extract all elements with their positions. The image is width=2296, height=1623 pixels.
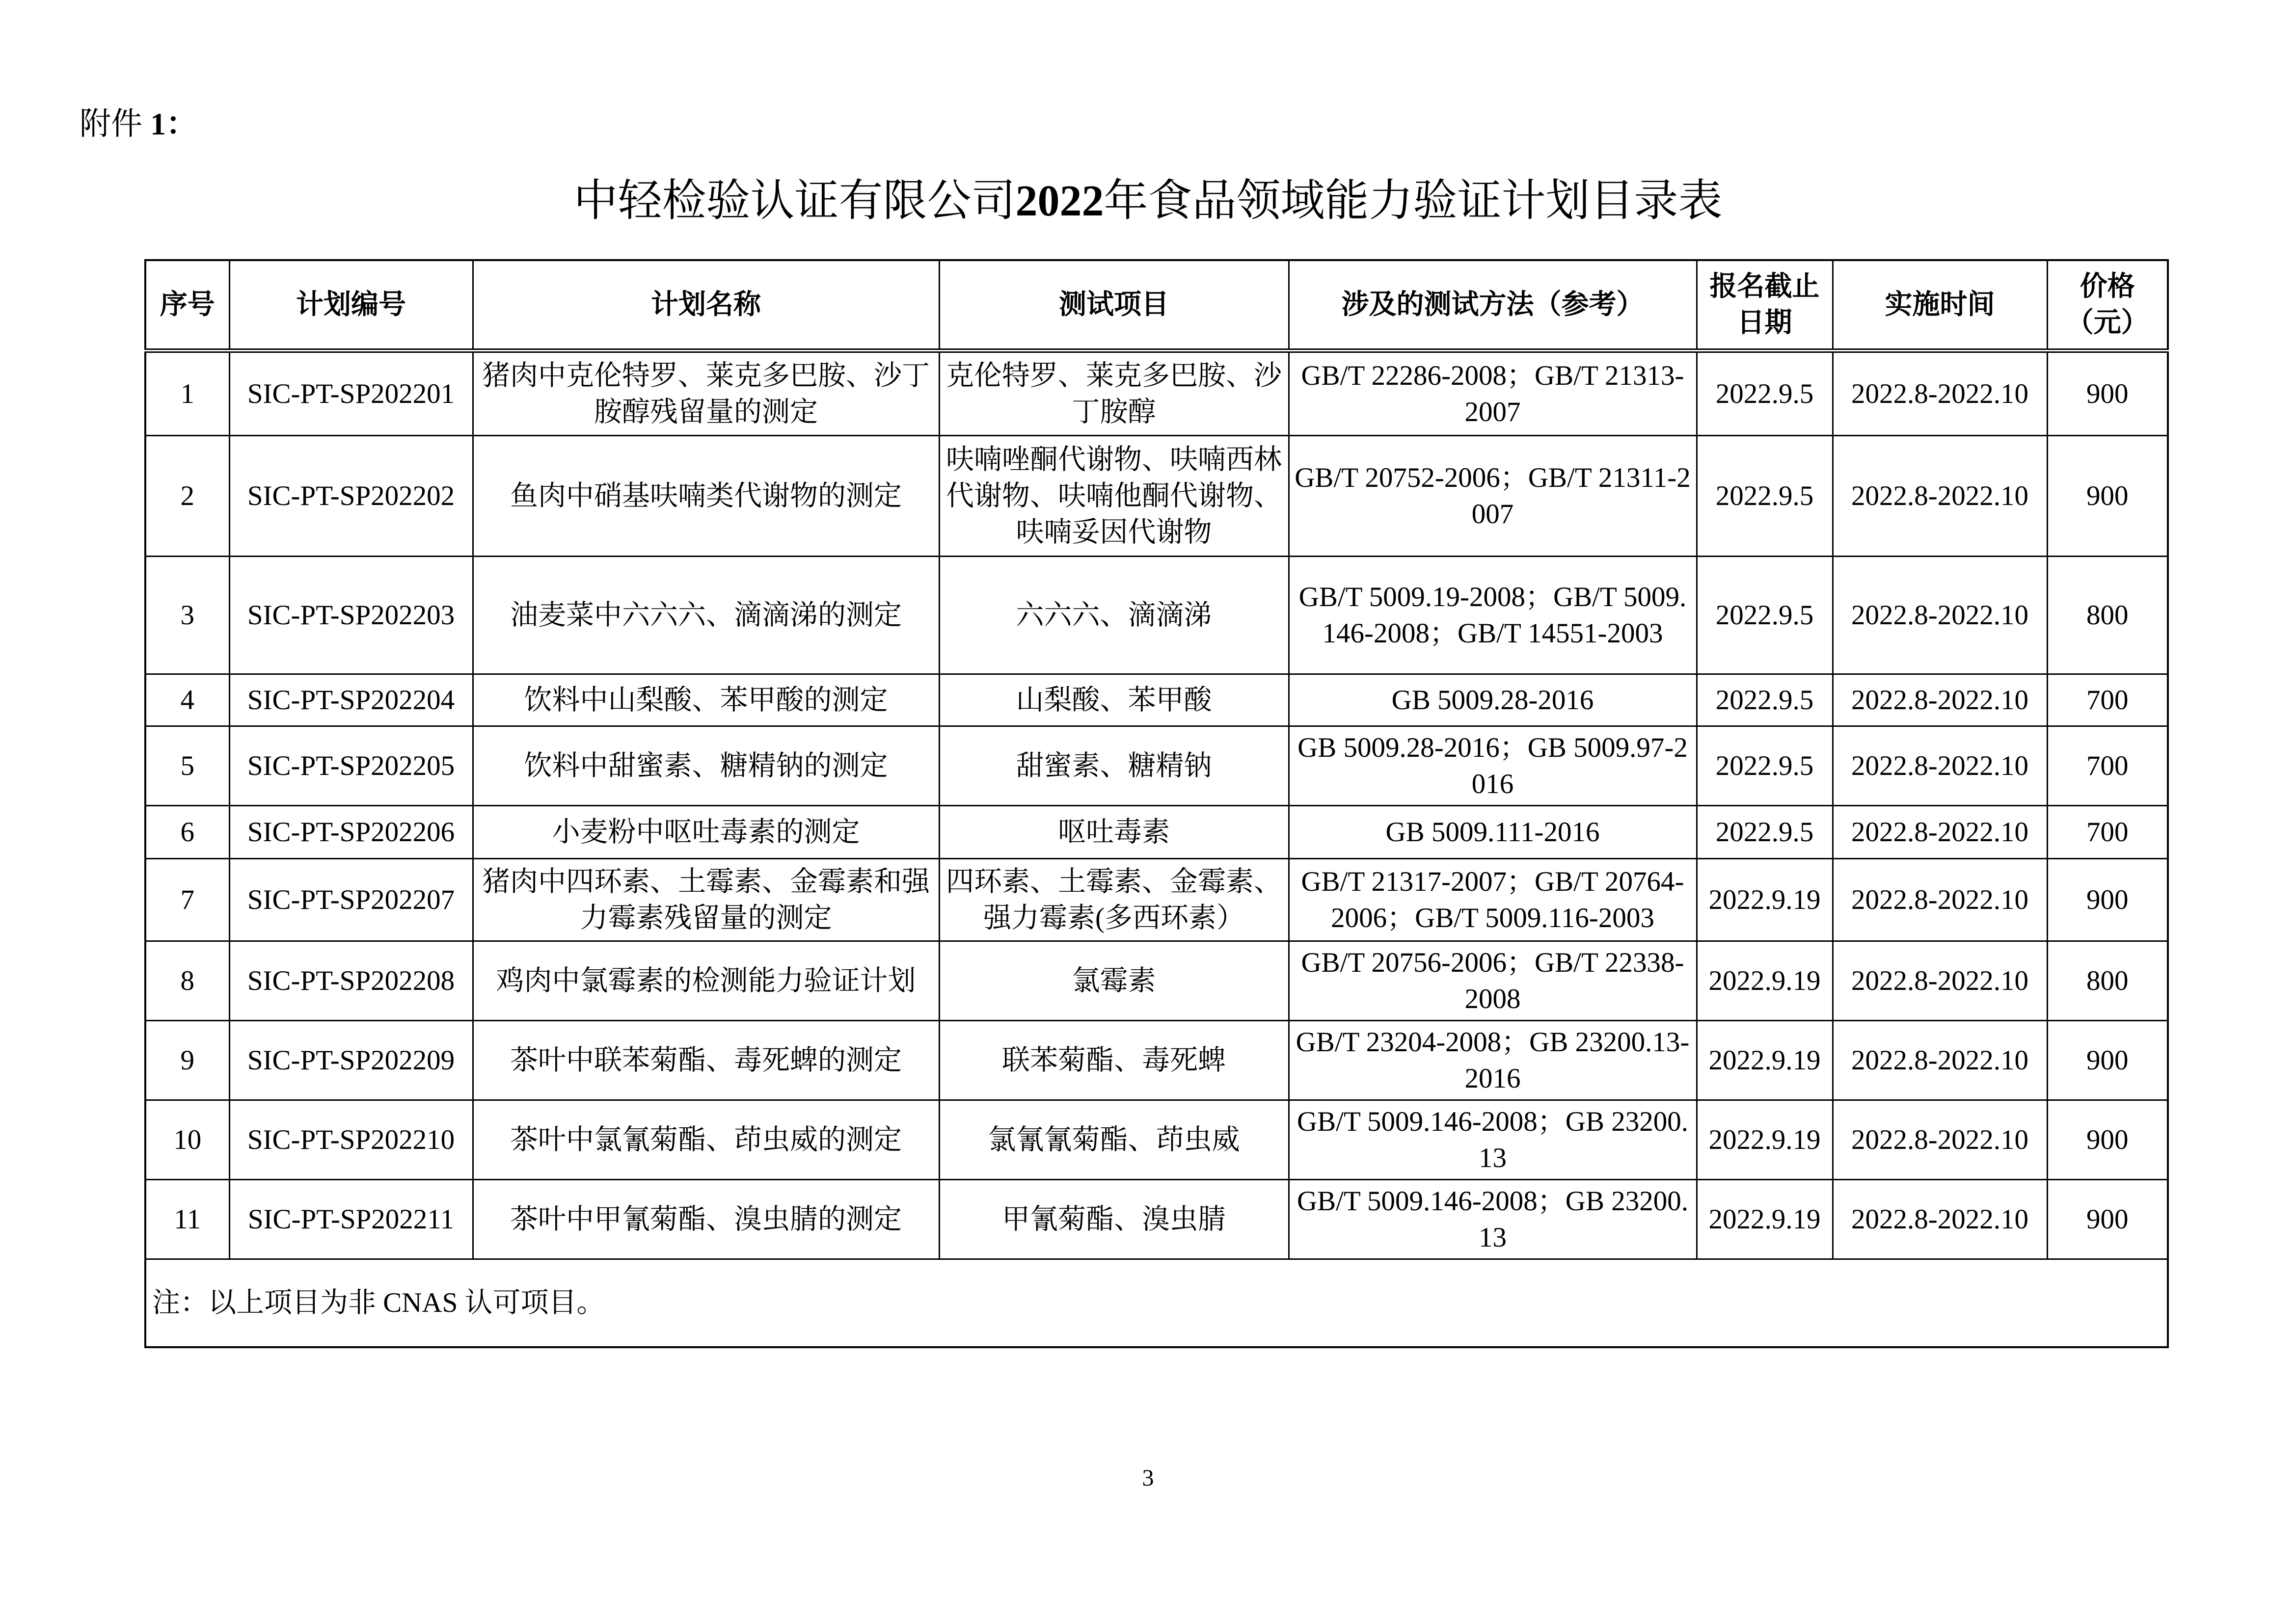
cell-plan-name: 茶叶中氯氰菊酯、茚虫威的测定 [473, 1100, 939, 1180]
cell-price: 900 [2047, 436, 2168, 557]
header-deadline-line2: 日期 [1737, 307, 1792, 339]
cell-price: 900 [2047, 1021, 2168, 1100]
cell-plan-no: SIC-PT-SP202210 [229, 1100, 473, 1180]
cell-price: 800 [2047, 941, 2168, 1021]
plan-table [144, 259, 2169, 1348]
table-row [145, 1180, 2168, 1259]
cell-plan-no: SIC-PT-SP202203 [229, 557, 473, 674]
cell-test-items: 呕吐毒素 [939, 806, 1289, 859]
cell-plan-name: 猪肉中克伦特罗、莱克多巴胺、沙丁胺醇残留量的测定 [473, 351, 939, 436]
cell-test-items: 克伦特罗、莱克多巴胺、沙丁胺醇 [939, 351, 1289, 436]
cell-plan-no: SIC-PT-SP202207 [229, 859, 473, 941]
cell-plan-name: 小麦粉中呕吐毒素的测定 [473, 806, 939, 859]
note-row [145, 1259, 2168, 1348]
cell-price: 700 [2047, 674, 2168, 726]
plan-table-container [144, 259, 2167, 1348]
cell-plan-name: 茶叶中甲氰菊酯、溴虫腈的测定 [473, 1180, 939, 1259]
cell-seq: 8 [145, 941, 229, 1021]
cell-seq: 1 [145, 351, 229, 436]
cell-plan-no: SIC-PT-SP202206 [229, 806, 473, 859]
cell-deadline: 2022.9.19 [1697, 1100, 1833, 1180]
cell-deadline: 2022.9.19 [1697, 941, 1833, 1021]
cell-deadline: 2022.9.19 [1697, 1180, 1833, 1259]
document-title [0, 172, 2296, 231]
cell-test-items: 六六六、滴滴涕 [939, 557, 1289, 674]
cell-methods: GB 5009.111-2016 [1289, 806, 1697, 859]
cell-test-items: 联苯菊酯、毒死蜱 [939, 1021, 1289, 1100]
cell-plan-name: 饮料中甜蜜素、糖精钠的测定 [473, 726, 939, 806]
cell-period: 2022.8-2022.10 [1833, 726, 2047, 806]
cell-plan-name: 鱼肉中硝基呋喃类代谢物的测定 [473, 436, 939, 557]
table-note: 注：以上项目为非 CNAS 认可项目。 [145, 1259, 2168, 1348]
header-price-line1: 价格 [2080, 270, 2135, 302]
cell-seq: 10 [145, 1100, 229, 1180]
cell-test-items: 氯霉素 [939, 941, 1289, 1021]
cell-price: 800 [2047, 557, 2168, 674]
page-number: 3 [1142, 1465, 1154, 1491]
cell-period: 2022.8-2022.10 [1833, 806, 2047, 859]
table-row [145, 1100, 2168, 1180]
cell-deadline: 2022.9.5 [1697, 806, 1833, 859]
cell-period: 2022.8-2022.10 [1833, 941, 2047, 1021]
cell-price: 900 [2047, 1180, 2168, 1259]
cell-deadline: 2022.9.19 [1697, 1021, 1833, 1100]
cell-plan-name: 油麦菜中六六六、滴滴涕的测定 [473, 557, 939, 674]
cell-period: 2022.8-2022.10 [1833, 1021, 2047, 1100]
cell-seq: 3 [145, 557, 229, 674]
cell-test-items: 呋喃唑酮代谢物、呋喃西林代谢物、呋喃他酮代谢物、呋喃妥因代谢物 [939, 436, 1289, 557]
table-row [145, 726, 2168, 806]
cell-period: 2022.8-2022.10 [1833, 436, 2047, 557]
cell-price: 900 [2047, 1100, 2168, 1180]
header-price-line2: （元） [2066, 307, 2149, 339]
cell-seq: 7 [145, 859, 229, 941]
cell-plan-no: SIC-PT-SP202211 [229, 1180, 473, 1259]
cell-deadline: 2022.9.5 [1697, 351, 1833, 436]
cell-period: 2022.8-2022.10 [1833, 1100, 2047, 1180]
cell-plan-name: 猪肉中四环素、土霉素、金霉素和强力霉素残留量的测定 [473, 859, 939, 941]
table-row [145, 1021, 2168, 1100]
cell-price: 700 [2047, 806, 2168, 859]
cell-methods: GB/T 21317-2007；GB/T 20764-2006；GB/T 5009.116-2003 [1289, 859, 1697, 941]
cell-price: 900 [2047, 859, 2168, 941]
title-year: 2022 [1015, 177, 1104, 225]
header-seq: 序号 [145, 260, 229, 351]
cell-period: 2022.8-2022.10 [1833, 351, 2047, 436]
cell-deadline: 2022.9.19 [1697, 859, 1833, 941]
cell-methods: GB 5009.28-2016 [1289, 674, 1697, 726]
cell-methods: GB 5009.28-2016；GB 5009.97-2016 [1289, 726, 1697, 806]
cell-deadline: 2022.9.5 [1697, 674, 1833, 726]
cell-test-items: 甜蜜素、糖精钠 [939, 726, 1289, 806]
table-row [145, 806, 2168, 859]
cell-methods: GB/T 22286-2008；GB/T 21313-2007 [1289, 351, 1697, 436]
title-part1: 中轻检验认证有限公司 [573, 177, 1016, 225]
cell-methods: GB/T 20752-2006；GB/T 21311-2007 [1289, 436, 1697, 557]
cell-plan-no: SIC-PT-SP202202 [229, 436, 473, 557]
cell-deadline: 2022.9.5 [1697, 436, 1833, 557]
header-methods: 涉及的测试方法（参考） [1289, 260, 1697, 351]
header-plan-no: 计划编号 [229, 260, 473, 351]
cell-period: 2022.8-2022.10 [1833, 1180, 2047, 1259]
table-row [145, 436, 2168, 557]
cell-price: 900 [2047, 351, 2168, 436]
cell-seq: 6 [145, 806, 229, 859]
cell-plan-name: 鸡肉中氯霉素的检测能力验证计划 [473, 941, 939, 1021]
cell-plan-no: SIC-PT-SP202208 [229, 941, 473, 1021]
header-deadline-line1: 报名截止 [1709, 270, 1820, 302]
cell-plan-no: SIC-PT-SP202204 [229, 674, 473, 726]
cell-plan-no: SIC-PT-SP202201 [229, 351, 473, 436]
header-test-items: 测试项目 [939, 260, 1289, 351]
cell-test-items: 氯氰氰菊酯、茚虫威 [939, 1100, 1289, 1180]
cell-methods: GB/T 20756-2006；GB/T 22338-2008 [1289, 941, 1697, 1021]
table-header-row [145, 260, 2168, 351]
cell-seq: 11 [145, 1180, 229, 1259]
header-plan-name: 计划名称 [473, 260, 939, 351]
attachment-label [80, 102, 197, 146]
cell-deadline: 2022.9.5 [1697, 557, 1833, 674]
cell-methods: GB/T 23204-2008；GB 23200.13-2016 [1289, 1021, 1697, 1100]
title-part2: 年食品领域能力验证计划目录表 [1104, 177, 1723, 225]
cell-test-items: 甲氰菊酯、溴虫腈 [939, 1180, 1289, 1259]
header-price [2047, 260, 2168, 351]
table-row [145, 351, 2168, 436]
cell-period: 2022.8-2022.10 [1833, 674, 2047, 726]
cell-plan-name: 饮料中山梨酸、苯甲酸的测定 [473, 674, 939, 726]
attachment-label-text: 附件 [80, 106, 142, 141]
table-row [145, 557, 2168, 674]
cell-price: 700 [2047, 726, 2168, 806]
table-row [145, 941, 2168, 1021]
table-row [145, 674, 2168, 726]
cell-methods: GB/T 5009.146-2008；GB 23200.13 [1289, 1180, 1697, 1259]
cell-period: 2022.8-2022.10 [1833, 557, 2047, 674]
cell-period: 2022.8-2022.10 [1833, 859, 2047, 941]
cell-test-items: 四环素、土霉素、金霉素、强力霉素(多西环素） [939, 859, 1289, 941]
cell-seq: 9 [145, 1021, 229, 1100]
attachment-number: 1： [150, 106, 197, 141]
cell-methods: GB/T 5009.19-2008；GB/T 5009.146-2008；GB/T 14551-2003 [1289, 557, 1697, 674]
header-period: 实施时间 [1833, 260, 2047, 351]
cell-methods: GB/T 5009.146-2008；GB 23200.13 [1289, 1100, 1697, 1180]
header-deadline [1697, 260, 1833, 351]
cell-plan-no: SIC-PT-SP202209 [229, 1021, 473, 1100]
cell-test-items: 山梨酸、苯甲酸 [939, 674, 1289, 726]
cell-seq: 4 [145, 674, 229, 726]
cell-plan-name: 茶叶中联苯菊酯、毒死蜱的测定 [473, 1021, 939, 1100]
cell-plan-no: SIC-PT-SP202205 [229, 726, 473, 806]
cell-deadline: 2022.9.5 [1697, 726, 1833, 806]
cell-seq: 2 [145, 436, 229, 557]
table-row [145, 859, 2168, 941]
cell-seq: 5 [145, 726, 229, 806]
